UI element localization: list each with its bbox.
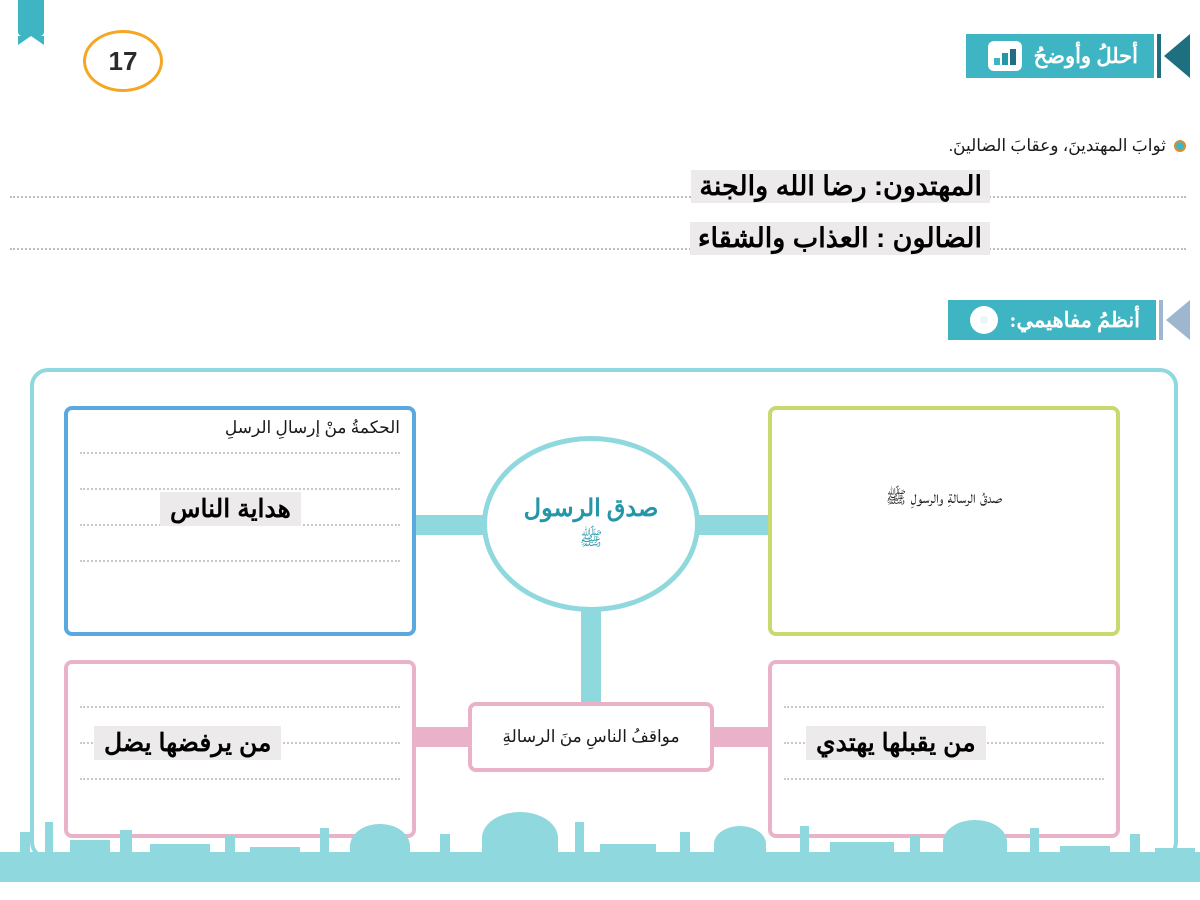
concept-box-wisdom (64, 406, 416, 636)
banner-stripes-decoration-2 (1156, 300, 1166, 340)
concept-box-accept-answer: من يقبلها يهتدي (806, 726, 986, 760)
page-number: 17 (83, 30, 163, 92)
connector-positions-to-reject (416, 727, 470, 747)
answer-text-1: المهتدون: رضا الله والجنة (691, 170, 990, 203)
banner-arrow-icon-2 (1166, 300, 1190, 340)
concept-map-center-subtitle: ﷺ (579, 528, 603, 550)
corner-bookmark-decoration (18, 0, 44, 36)
answer-rule-2 (10, 248, 1186, 250)
concept-box-positions-label: مواقفُ الناسِ منَ الرسالةِ (502, 727, 680, 746)
concept-box-reject-answer: من يرفضها يضل (94, 726, 281, 760)
skyline-decoration (0, 792, 1200, 882)
answer-text-2: الضالون : العذاب والشقاء (690, 222, 990, 255)
flower-icon (970, 306, 998, 334)
connector-center-to-wisdom (416, 515, 486, 535)
concept-box-wisdom-label: الحكمةُ منْ إرسالِ الرسلِ (224, 418, 400, 437)
section-banner-analyze (966, 34, 1190, 78)
banner-stripes-decoration (1154, 34, 1164, 78)
question-text: ثوابَ المهتدينَ، وعقابَ الضالينَ. (948, 136, 1166, 155)
question-line (949, 136, 1186, 156)
section-banner-organize (948, 300, 1190, 340)
banner-arrow-icon (1164, 34, 1190, 78)
connector-positions-to-accept (712, 727, 770, 747)
concept-map-panel (30, 368, 1178, 860)
concept-map-center-title: صدق الرسول (523, 495, 659, 522)
concept-box-truth-label: صدقُ الرسالةِ والرسولِ ﷺ (885, 488, 1003, 507)
answer-rule-1 (10, 196, 1186, 198)
concept-box-positions (468, 702, 714, 772)
section-title-organize: أنظمُ مفاهيمي: (1009, 307, 1140, 332)
connector-center-to-positions (581, 610, 601, 704)
concept-box-truth (768, 406, 1120, 636)
concept-box-wisdom-answer: هداية الناس (160, 492, 301, 526)
bullet-icon (1174, 140, 1186, 152)
analysis-icon (988, 41, 1022, 71)
concept-map-center (482, 436, 700, 612)
connector-center-to-truth (696, 515, 770, 535)
section-title-analyze: أحللُ وأوضحُ (1033, 43, 1138, 68)
